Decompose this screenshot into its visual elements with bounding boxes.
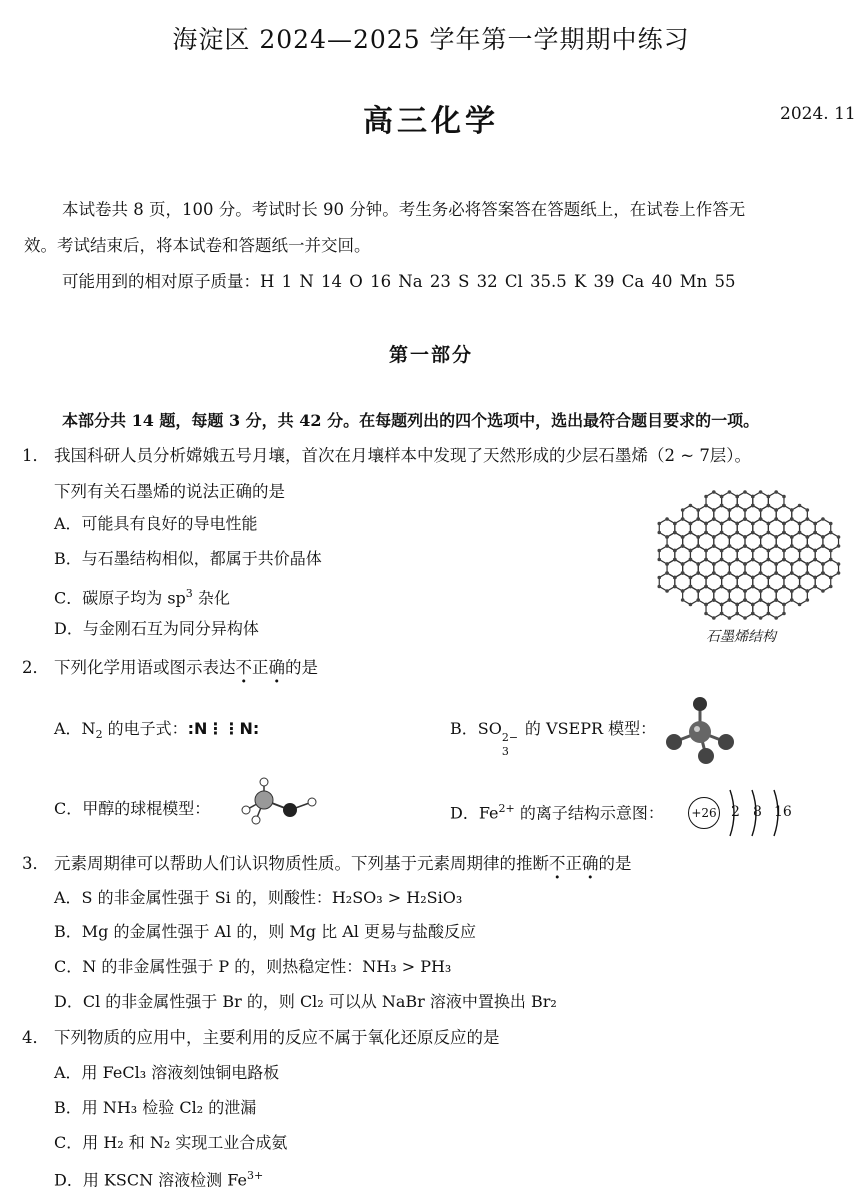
q2-option-d: D．$Fe^{2+}$ 的离子结构示意图： <box>450 802 664 823</box>
q4-stem: 下列物质的应用中，主要利用的反应不属于氧化还原反应的是 <box>54 1028 500 1047</box>
exam-date: 2024. 11 <box>780 104 856 124</box>
q4-number: 4． <box>22 1028 49 1047</box>
q3-option-c: C．N 的非金属性强于 P 的，则热稳定性：NH₃ > PH₃ <box>54 957 452 976</box>
atomic-masses: 可能用到的相对原子质量：H 1 N 14 O 16 Na 23 S 32 Cl 35.5 K 39 Ca 40 Mn 55 <box>62 272 736 291</box>
q4-option-d: D．用 KSCN 溶液检测 $Fe^{3+}$ <box>54 1169 264 1190</box>
vsepr-model-icon <box>660 696 740 766</box>
exam-subtitle: 高三化学 <box>363 104 499 139</box>
q2-option-c: C．甲醇的球棍模型： <box>54 799 211 818</box>
q3-option-a: A．S 的非金属性强于 Si 的，则酸性：H₂SO₃ > H₂SiO₃ <box>54 888 463 907</box>
q1-option-d: D．与金刚石互为同分异构体 <box>54 619 259 638</box>
intro-line-1: 本试卷共 8 页，100 分。考试时长 90 分钟。考生务必将答案答在答题纸上，在试卷上作答无 <box>62 200 746 219</box>
q2-stem: 下列化学用语或图示表达不正确的是 <box>54 658 318 677</box>
section-title: 第一部分 <box>388 344 473 366</box>
q1-stem-line-1: 我国科研人员分析嫦娥五号月壤，首次在月壤样本中发现了天然形成的少层石墨烯（2 ~ 7层）。 <box>54 446 752 465</box>
q4-option-a: A．用 FeCl₃ 溶液刻蚀铜电路板 <box>54 1063 280 1082</box>
q3-stem: 元素周期律可以帮助人们认识物质性质。下列基于元素周期律的推断不正确的是 <box>54 854 632 873</box>
q1-number: 1． <box>22 446 49 465</box>
q1-stem-line-2: 下列有关石墨烯的说法正确的是 <box>54 482 285 501</box>
q2-number: 2． <box>22 658 49 677</box>
intro-line-2: 效。考试结束后，将本试卷和答题纸一并交回。 <box>24 236 371 255</box>
q1-option-a: A．可能具有良好的导电性能 <box>54 514 258 533</box>
q3-number: 3． <box>22 854 49 873</box>
q1-option-b: B．与石墨结构相似，都属于共价晶体 <box>54 549 322 568</box>
graphene-structure-icon <box>655 490 835 630</box>
q3-option-d: D．Cl 的非金属性强于 Br 的，则 Cl₂ 可以从 NaBr 溶液中置换出 Br₂ <box>54 992 557 1011</box>
q4-option-b: B．用 NH₃ 检验 Cl₂ 的泄漏 <box>54 1098 257 1117</box>
shell-1: 2 <box>731 804 740 820</box>
fe-nucleus: +26 <box>688 797 720 829</box>
q2-option-a: A．$N_2$ 的电子式：:N⋮⋮N: <box>54 719 260 742</box>
graphene-caption: 石墨烯结构 <box>706 629 776 645</box>
q4-option-c: C．用 H₂ 和 N₂ 实现工业合成氨 <box>54 1133 288 1152</box>
methanol-model-icon <box>234 776 324 826</box>
q2-option-b: B．SO 2− 3 的 VSEPR 模型： <box>450 719 657 758</box>
q3-option-b: B．Mg 的金属性强于 Al 的，则 Mg 比 Al 更易与盐酸反应 <box>54 922 476 941</box>
shell-3: 16 <box>774 804 792 820</box>
shell-2: 8 <box>753 804 762 820</box>
q1-option-c: C．碳原子均为 $sp^3$ 杂化 <box>54 587 230 608</box>
exam-title: 海淀区 2024—2025 学年第一学期期中练习 <box>172 25 690 54</box>
section-instruction: 本部分共 14 题，每题 3 分，共 42 分。在每题列出的四个选项中，选出最符合题目要求的一项。 <box>62 411 760 430</box>
